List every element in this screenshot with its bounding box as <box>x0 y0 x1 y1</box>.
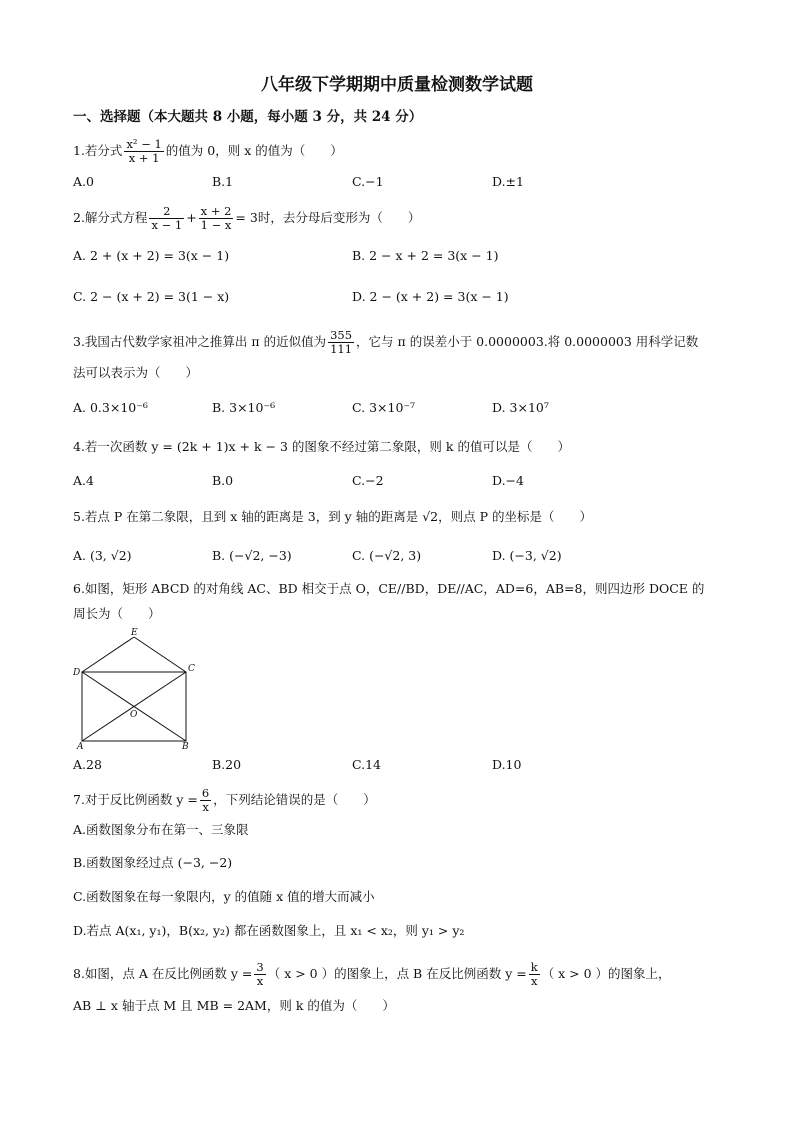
q8-frac2-den: x <box>530 974 538 988</box>
q2-frac2-den: 1 − x <box>200 218 232 232</box>
q3-frac-den: 111 <box>330 342 353 356</box>
label-e: E <box>131 628 138 638</box>
label-b: B <box>182 742 189 750</box>
q3-stem-post: ，它与 π 的误差小于 0.0000003.将 0.0000003 用科学记数 <box>356 334 699 349</box>
question-6: 6.如图，矩形 ABCD 的对角线 AC、BD 相交于点 O，CE//BD，DE//AC，AD=6，AB=8，则四边形 DOCE 的 <box>73 581 705 596</box>
q3-option-b: B. 3×10⁻⁶ <box>212 400 276 415</box>
q7-option-b: B.函数图象经过点 (−3, −2) <box>73 855 233 870</box>
q1-option-a: A.0 <box>73 174 94 189</box>
q7-option-c: C.函数图象在每一象限内，y 的值随 x 值的增大而减小 <box>73 889 375 904</box>
q6-option-c: C.14 <box>352 757 381 772</box>
q2-stem-post: = 3时，去分母后变形为（ ） <box>235 210 421 225</box>
q1-frac-num: x² − 1 <box>126 137 162 151</box>
q4-option-d: D.−4 <box>492 473 524 488</box>
q4-option-c: C.−2 <box>352 473 384 488</box>
q1-stem-pre: 1.若分式 <box>73 143 123 158</box>
q7-fraction <box>200 787 211 814</box>
q2-fraction-2 <box>199 205 234 232</box>
question-5: 5.若点 P 在第二象限，且到 x 轴的距离是 3，到 y 轴的距离是 √2，则点 P 的坐标是（ ） <box>73 509 592 524</box>
q3-option-d: D. 3×10⁷ <box>492 400 549 415</box>
q4-option-b: B.0 <box>212 473 234 488</box>
q1-stem-post: 的值为 0，则 x 的值为（ ） <box>165 143 343 158</box>
q8-fraction-2 <box>529 961 540 988</box>
q5-option-b: B. (−√2, −3) <box>212 548 292 563</box>
q5-option-d: D. (−3, √2) <box>492 548 562 563</box>
q2-option-b: B. 2 − x + 2 = 3(x − 1) <box>352 248 499 263</box>
label-d: D <box>73 668 81 678</box>
q8-stem-line2: AB ⊥ x 轴于点 M 且 MB = 2AM，则 k 的值为（ ） <box>73 998 395 1013</box>
question-8 <box>73 961 671 988</box>
q3-option-c: C. 3×10⁻⁷ <box>352 400 416 415</box>
q2-frac1-den: x − 1 <box>151 218 183 232</box>
q1-fraction <box>124 138 163 165</box>
q1-option-d: D.±1 <box>492 174 524 189</box>
question-2 <box>73 205 420 232</box>
q3-fraction <box>328 329 354 356</box>
q2-frac2-num: x + 2 <box>200 204 232 218</box>
q8-stem-post: （ x > 0 ）的图象上， <box>541 966 671 981</box>
label-c: C <box>188 664 195 674</box>
q6-stem-line2: 周长为（ ） <box>73 606 161 621</box>
question-7 <box>73 787 376 814</box>
q3-option-a: A. 0.3×10⁻⁶ <box>73 400 148 415</box>
q7-stem-pre: 7.对于反比例函数 y = <box>73 792 198 807</box>
q3-stem-pre: 3.我国古代数学家祖冲之推算出 π 的近似值为 <box>73 334 327 349</box>
q2-option-d: D. 2 − (x + 2) = 3(x − 1) <box>352 289 509 304</box>
q3-stem-line2: 法可以表示为（ ） <box>73 365 199 380</box>
q6-option-b: B.20 <box>212 757 242 772</box>
label-a: A <box>77 742 84 750</box>
q2-option-c: C. 2 − (x + 2) = 3(1 − x) <box>73 289 230 304</box>
q7-frac-den: x <box>202 800 209 814</box>
q5-option-a: A. (3, √2) <box>73 548 132 563</box>
q8-frac1-den: x <box>256 974 264 988</box>
q4-option-a: A.4 <box>73 473 94 488</box>
q6-option-d: D.10 <box>492 757 522 772</box>
q7-frac-num: 6 <box>201 786 210 800</box>
q6-option-a: A.28 <box>73 757 102 772</box>
q8-frac1-num: 3 <box>256 960 264 974</box>
q5-option-c: C. (−√2, 3) <box>352 548 422 563</box>
segment-de <box>82 637 134 672</box>
q2-stem-pre: 2.解分式方程 <box>73 210 148 225</box>
q8-stem-mid: （ x > 0 ）的图象上，点 B 在反比例函数 y = <box>267 966 527 981</box>
q3-frac-num: 355 <box>330 328 353 342</box>
q1-option-b: B.1 <box>212 174 234 189</box>
question-1 <box>73 138 343 165</box>
q7-option-d: D.若点 A(x₁, y₁)，B(x₂, y₂) 都在函数图象上，且 x₁ < x₂，则 y₁ > y₂ <box>73 923 465 938</box>
question-3 <box>73 329 698 356</box>
rectangle-diagram <box>70 625 200 750</box>
q7-stem-post: ，下列结论错误的是（ ） <box>213 792 376 807</box>
q7-option-a: A.函数图象分布在第一、三象限 <box>73 822 249 837</box>
segment-ce <box>134 637 186 672</box>
q2-plus: + <box>186 210 197 225</box>
q1-frac-den: x + 1 <box>128 151 160 165</box>
q8-stem-pre: 8.如图，点 A 在反比例函数 y = <box>73 966 253 981</box>
q8-fraction-1 <box>254 961 265 988</box>
page-title: 八年级下学期期中质量检测数学试题 <box>261 75 533 95</box>
q8-frac2-num: k <box>530 960 538 974</box>
label-o: O <box>130 710 138 720</box>
question-4: 4.若一次函数 y = (2k + 1)x + k − 3 的图象不经过第二象限，则 k 的值可以是（ ） <box>73 439 570 454</box>
q2-fraction-1 <box>149 205 184 232</box>
q2-option-a: A. 2 + (x + 2) = 3(x − 1) <box>73 248 230 263</box>
q1-option-c: C.−1 <box>352 174 384 189</box>
q2-frac1-num: 2 <box>149 205 184 219</box>
section-heading: 一、选择题（本大题共 8 小题，每小题 3 分，共 24 分） <box>73 109 423 125</box>
